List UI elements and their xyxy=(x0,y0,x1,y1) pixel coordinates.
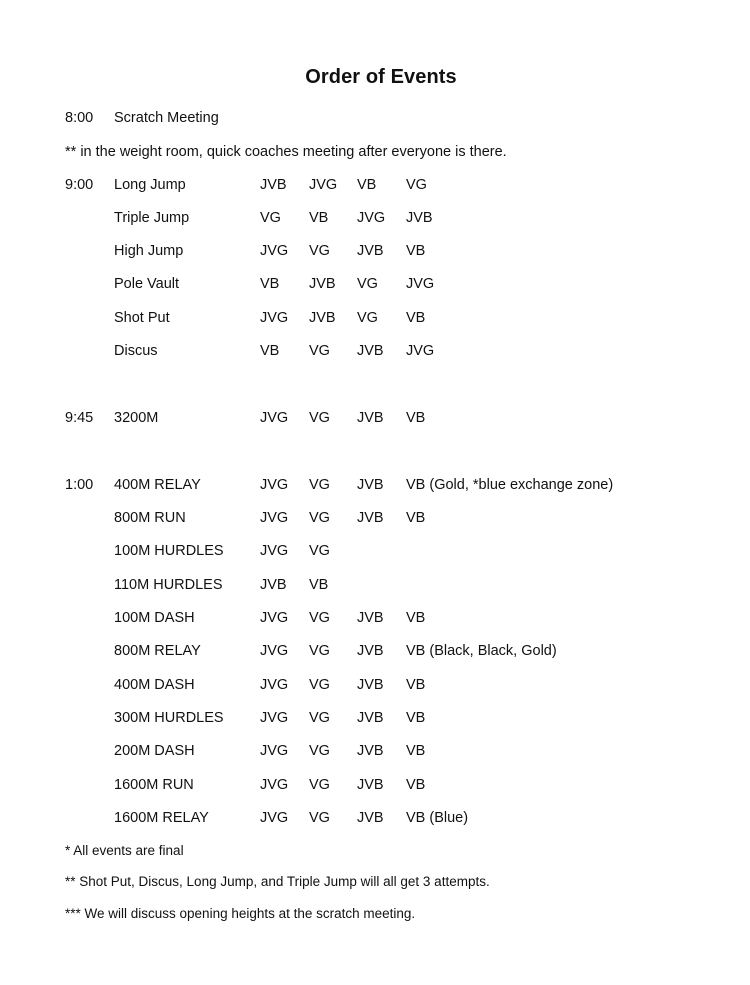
group-order-4: VB xyxy=(406,410,426,426)
group-order-4: VB xyxy=(406,510,426,526)
group-order-1: JVG xyxy=(260,677,289,693)
group-order-3: JVB xyxy=(357,510,384,526)
group-order-3: VG xyxy=(357,276,378,292)
group-order-4: JVG xyxy=(406,276,435,292)
event-name: Triple Jump xyxy=(114,210,190,226)
group-order-1: VB xyxy=(260,343,280,359)
group-order-3: JVB xyxy=(357,743,384,759)
group-order-3: VB xyxy=(357,177,377,193)
group-order-1: JVG xyxy=(260,710,289,726)
group-order-1: VG xyxy=(260,210,281,226)
group-order-4: VB (Gold, *blue exchange zone) xyxy=(406,477,614,493)
group-order-1: JVG xyxy=(260,777,289,793)
group-order-2: JVB xyxy=(309,276,336,292)
group-order-4: VB (Black, Black, Gold) xyxy=(406,643,557,659)
group-order-1: JVG xyxy=(260,610,289,626)
group-order-1: JVB xyxy=(260,577,287,593)
group-order-1: JVG xyxy=(260,810,289,826)
group-order-1: JVG xyxy=(260,543,289,559)
time-label: 8:00 xyxy=(65,110,94,126)
group-order-2: VB xyxy=(309,577,329,593)
group-order-3: JVG xyxy=(357,210,386,226)
event-name: 400M DASH xyxy=(114,677,195,693)
group-order-2: VG xyxy=(309,610,330,626)
event-name: High Jump xyxy=(114,243,184,259)
group-order-1: JVG xyxy=(260,243,289,259)
group-order-3: JVB xyxy=(357,677,384,693)
group-order-1: JVG xyxy=(260,643,289,659)
group-order-1: JVG xyxy=(260,743,289,759)
group-order-3: VG xyxy=(357,310,378,326)
group-order-3: JVB xyxy=(357,243,384,259)
event-name: Shot Put xyxy=(114,310,170,326)
event-name: 800M RUN xyxy=(114,510,186,526)
group-order-1: JVG xyxy=(260,410,289,426)
time-label: 9:45 xyxy=(65,410,94,426)
group-order-2: JVG xyxy=(309,177,338,193)
group-order-2: VG xyxy=(309,810,330,826)
group-order-3: JVB xyxy=(357,477,384,493)
event-name: Discus xyxy=(114,343,158,359)
group-order-3: JVB xyxy=(357,410,384,426)
group-order-4: VB xyxy=(406,243,426,259)
group-order-2: VG xyxy=(309,243,330,259)
event-name: 200M DASH xyxy=(114,743,195,759)
group-order-4: VB xyxy=(406,777,426,793)
time-label: 9:00 xyxy=(65,177,94,193)
group-order-1: JVB xyxy=(260,177,287,193)
group-order-1: JVG xyxy=(260,510,289,526)
group-order-1: JVG xyxy=(260,477,289,493)
group-order-2: VG xyxy=(309,710,330,726)
group-order-3: JVB xyxy=(357,343,384,359)
group-order-4: VB (Blue) xyxy=(406,810,469,826)
group-order-4: JVG xyxy=(406,343,435,359)
group-order-3: JVB xyxy=(357,810,384,826)
footnote: * All events are final xyxy=(65,843,184,858)
event-name: Scratch Meeting xyxy=(114,110,219,126)
group-order-3: JVB xyxy=(357,643,384,659)
group-order-4: JVB xyxy=(406,210,433,226)
group-order-2: VG xyxy=(309,543,330,559)
footnote: *** We will discuss opening heights at the scratch meeting. xyxy=(65,906,416,921)
event-name: Long Jump xyxy=(114,177,186,193)
group-order-2: VG xyxy=(309,643,330,659)
event-name: 800M RELAY xyxy=(114,643,201,659)
group-order-2: VB xyxy=(309,210,329,226)
footnote: ** Shot Put, Discus, Long Jump, and Triple Jump will all get 3 attempts. xyxy=(65,874,490,889)
scratch-note: ** in the weight room, quick coaches meeting after everyone is there. xyxy=(65,144,507,160)
event-name: 3200M xyxy=(114,410,159,426)
event-name: 1600M RUN xyxy=(114,777,194,793)
group-order-3: JVB xyxy=(357,777,384,793)
group-order-2: JVB xyxy=(309,310,336,326)
group-order-2: VG xyxy=(309,343,330,359)
time-label: 1:00 xyxy=(65,477,94,493)
group-order-2: VG xyxy=(309,777,330,793)
group-order-4: VB xyxy=(406,610,426,626)
group-order-4: VB xyxy=(406,743,426,759)
group-order-4: VB xyxy=(406,310,426,326)
group-order-2: VG xyxy=(309,677,330,693)
event-name: Pole Vault xyxy=(114,276,180,292)
event-name: 300M HURDLES xyxy=(114,710,224,726)
group-order-1: VB xyxy=(260,276,280,292)
event-name: 400M RELAY xyxy=(114,477,201,493)
event-name: 100M HURDLES xyxy=(114,543,224,559)
page-title: Order of Events xyxy=(305,66,457,88)
group-order-4: VB xyxy=(406,677,426,693)
group-order-2: VG xyxy=(309,477,330,493)
group-order-2: VG xyxy=(309,410,330,426)
group-order-1: JVG xyxy=(260,310,289,326)
event-name: 110M HURDLES xyxy=(114,577,223,593)
group-order-2: VG xyxy=(309,743,330,759)
group-order-4: VG xyxy=(406,177,427,193)
group-order-3: JVB xyxy=(357,710,384,726)
event-name: 1600M RELAY xyxy=(114,810,209,826)
group-order-2: VG xyxy=(309,510,330,526)
group-order-3: JVB xyxy=(357,610,384,626)
event-name: 100M DASH xyxy=(114,610,195,626)
group-order-4: VB xyxy=(406,710,426,726)
